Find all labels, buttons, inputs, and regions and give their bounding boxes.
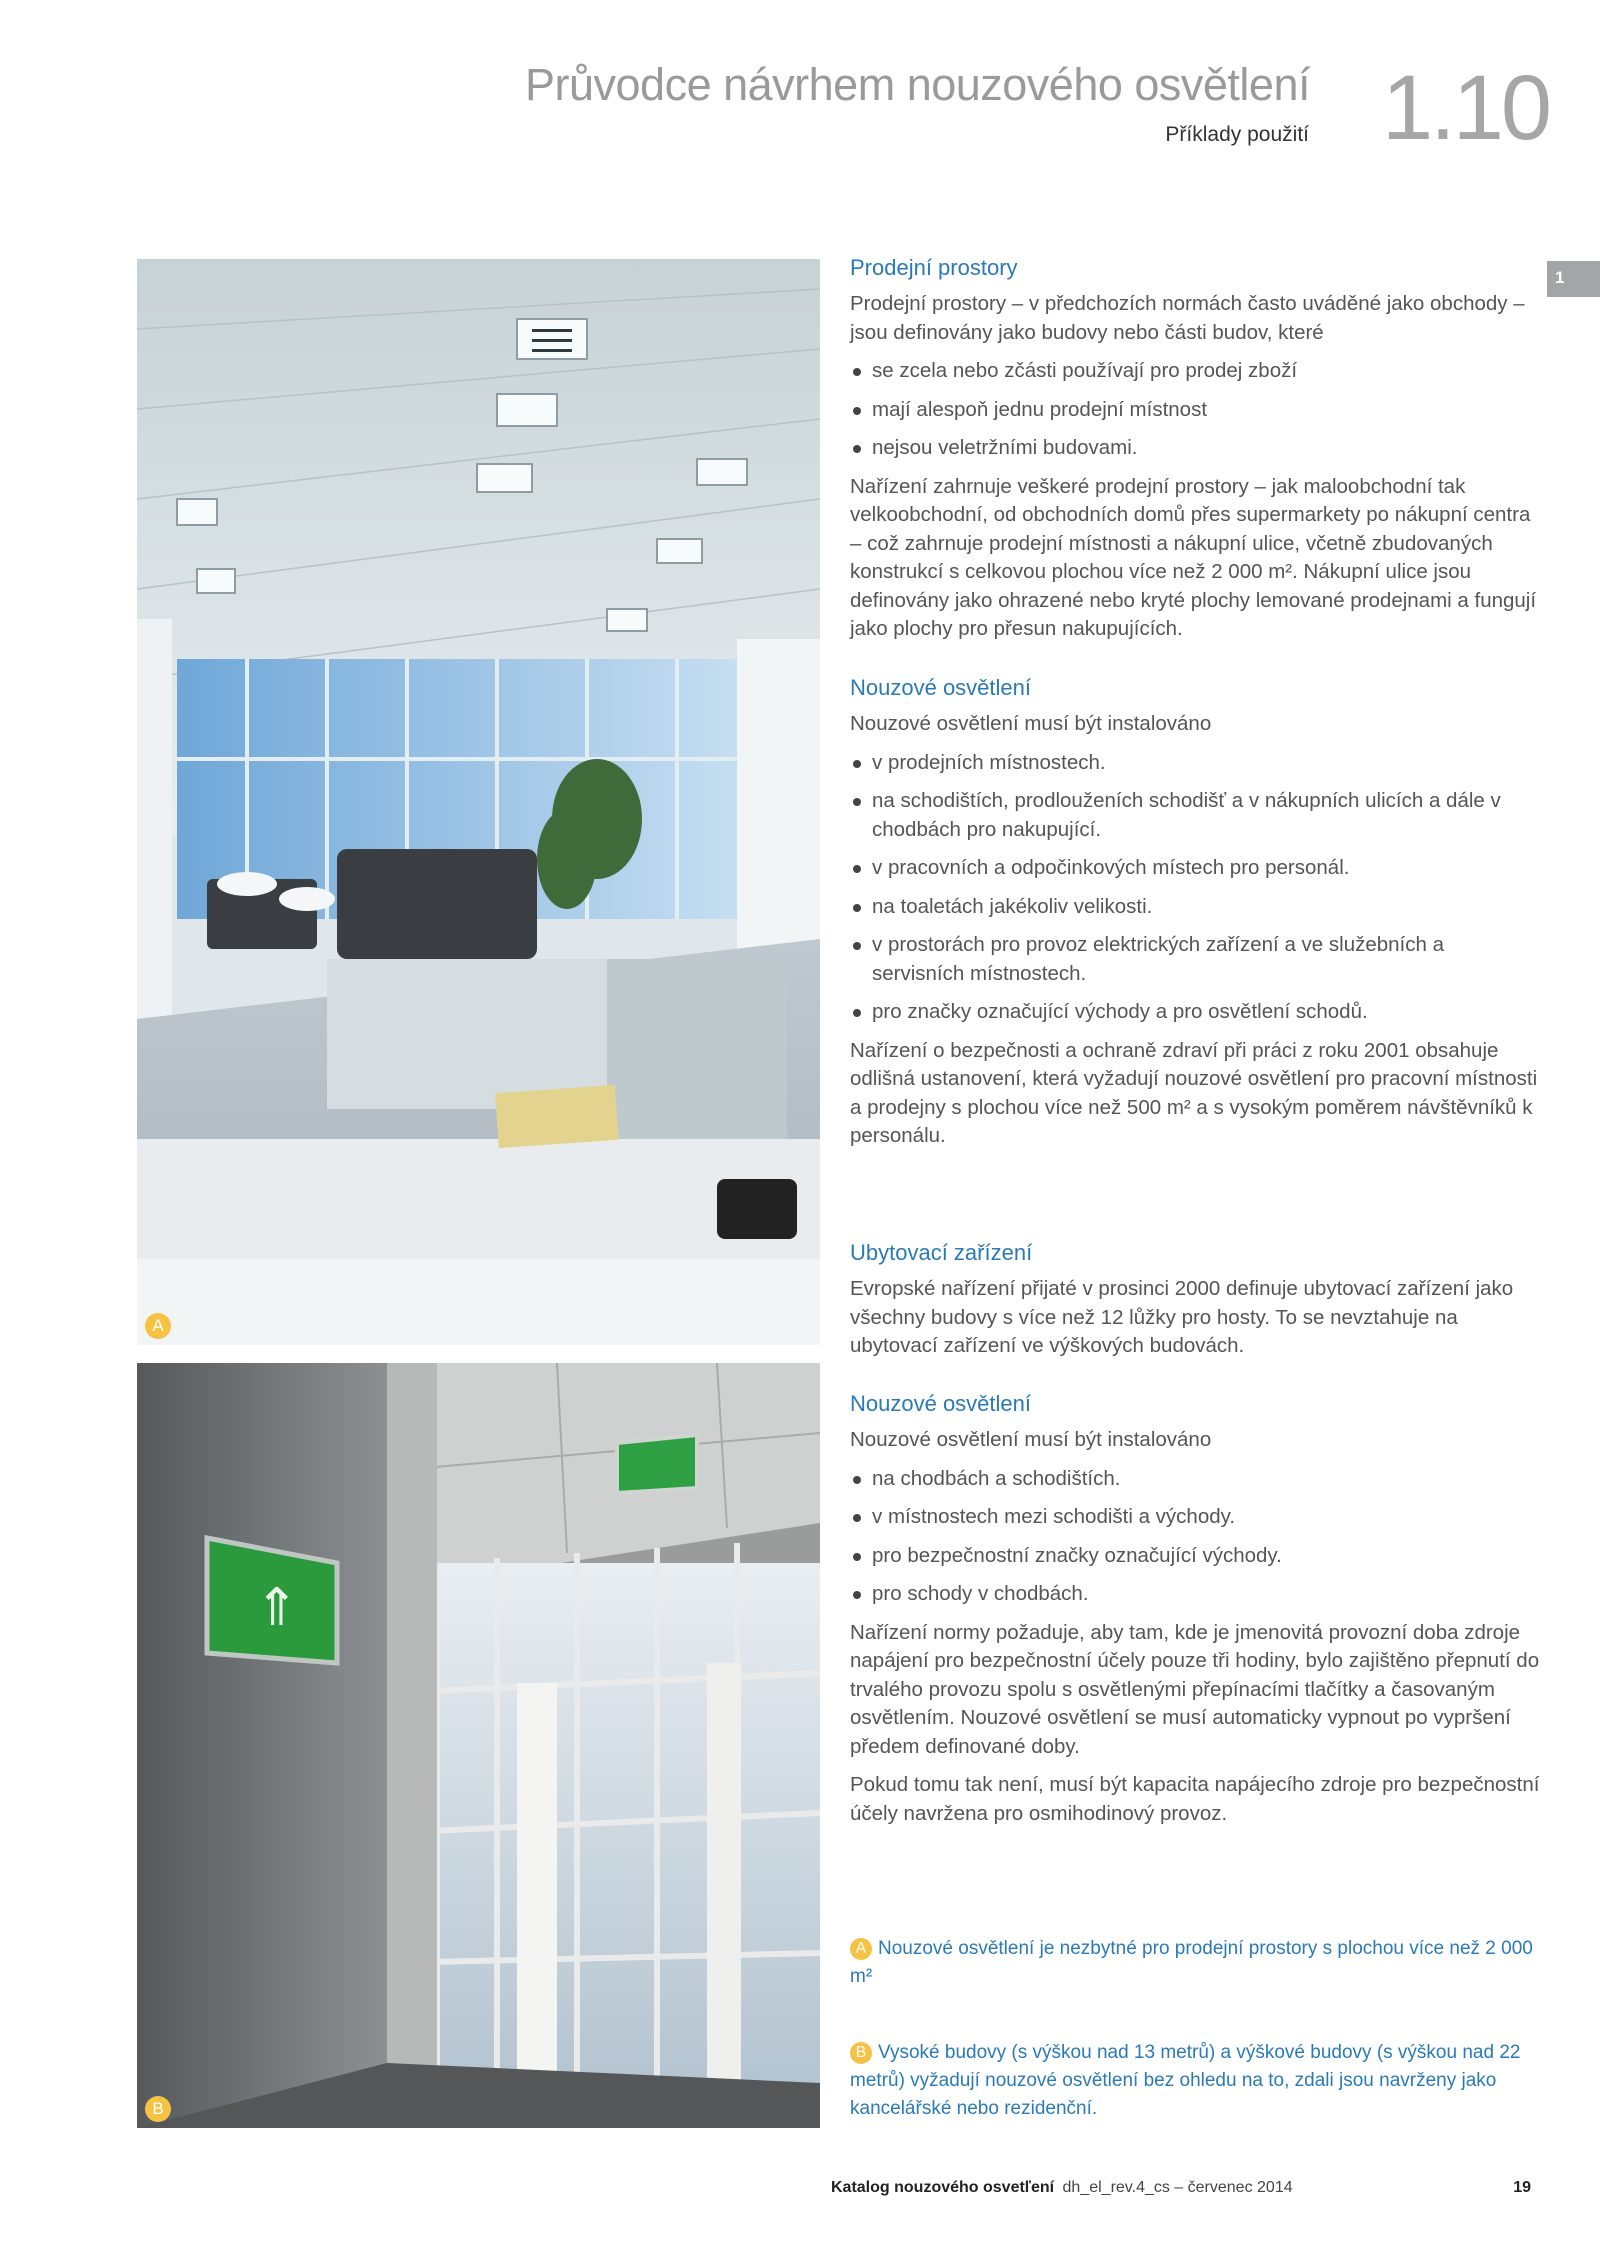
list-item: v místnostech mezi schodišti a východy. <box>850 1503 1540 1532</box>
sales-section <box>850 254 1540 654</box>
sales-body: Nařízení zahrnuje veškeré prodejní prostory – jak maloobchodní tak velkoobchodní, od obchodních domů přes supermarkety po nákupní centra – což zahrnuje prodejní místnosti a nákupní ulice, včetně zbudovaných konstrukcí s celkovou plochou více než 2 000 m². Nákupní ulice jsou definovány jako ohrazené nebo kryté plochy lemované prodejnami a fungují jako plochy pro přesun nakupujících. <box>850 474 1537 640</box>
sales-emergency-body: Nařízení o bezpečnosti a ochraně zdraví při práci z roku 2001 obsahuje odlišná ustanovení, která vyžadují nouzové osvětlení pro pracovní místnosti a prodejny s plochou více než 500 m² a s vysokým poměrem návštěvníků k personálu. <box>850 1038 1538 1147</box>
chapter-tab: 1 <box>1547 261 1600 297</box>
caption-a-badge: A <box>850 1938 872 1960</box>
accommodation-emergency-body-1: Nařízení normy požaduje, aby tam, kde je jmenovitá provozní doba zdroje napájení pro bezpečnostní účely pouze tři hodiny, bylo zajištěno přepnutí do trvalého provozu spolu s osvětlenými přepínacími tlačítky a časovaným osvětlením. Nouzové osvětlení se musí automaticky vypnout po vypršení předem definované doby. <box>850 1620 1540 1758</box>
list-item: v prostorách pro provoz elektrických zařízení a ve služebních a servisních místnostech. <box>850 931 1540 988</box>
sales-emergency-intro: Nouzové osvětlení musí být instalováno <box>850 712 1212 735</box>
page-footer <box>831 2179 1531 2197</box>
list-item: nejsou veletržními budovami. <box>850 434 1540 463</box>
accommodation-emergency-intro: Nouzové osvětlení musí být instalováno <box>850 1428 1212 1451</box>
down-arrow-icon: ⇑ <box>255 1578 299 1638</box>
accommodation-body: Evropské nařízení přijaté v prosinci 2000 definuje ubytovací zařízení jako všechny budovy s více než 12 lůžky pro hosty. To se nevztahuje na ubytovací zařízení ve výškových budovách. <box>850 1277 1514 1357</box>
accommodation-emergency-heading: Nouzové osvětlení <box>850 1391 1031 1416</box>
photo-b-badge: B <box>145 2096 171 2122</box>
list-item: pro schody v chodbách. <box>850 1580 1540 1609</box>
atrium-illustration <box>137 1363 820 2128</box>
footer-catalog: Katalog nouzového osvetľení <box>831 2179 1055 2196</box>
sales-list <box>850 357 1540 463</box>
list-item: pro značky označující východy a pro osvětlení schodů. <box>850 998 1540 1027</box>
caption-b <box>850 2039 1540 2123</box>
accommodation-emergency-section <box>850 1390 1540 1838</box>
list-item: na toaletách jakékoliv velikosti. <box>850 893 1540 922</box>
photo-a-badge: A <box>145 1313 171 1339</box>
office-photo <box>137 259 820 1345</box>
footer-meta: dh_el_rev.4_cs – červenec 2014 <box>1062 2179 1293 2196</box>
atrium-photo <box>137 1363 820 2128</box>
page-number: 19 <box>1513 2179 1531 2196</box>
list-item: na schodištích, prodlouženích schodišť a v nákupních ulicích a dále v chodbách pro nakupující. <box>850 787 1540 844</box>
page-title: Průvodce návrhem nouzového osvětlení <box>525 59 1310 110</box>
caption-b-text: Vysoké budovy (s výškou nad 13 metrů) a výškové budovy (s výškou nad 22 metrů) vyžadují nouzové osvětlení bez ohledu na to, zdali jsou navrženy jako kancelářské nebo rezidenční. <box>850 2042 1521 2119</box>
sales-emergency-section <box>850 674 1540 1161</box>
sales-intro: Prodejní prostory – v předchozích normách často uváděné jako obchody – jsou definovány jako budovy nebo části budov, které <box>850 292 1525 344</box>
sales-heading: Prodejní prostory <box>850 255 1018 280</box>
accommodation-section <box>850 1239 1540 1371</box>
list-item: v prodejních místnostech. <box>850 749 1540 778</box>
list-item: v pracovních a odpočinkových místech pro personál. <box>850 854 1540 883</box>
sales-emergency-list <box>850 749 1540 1027</box>
list-item: se zcela nebo zčásti používají pro prodej zboží <box>850 357 1540 386</box>
accommodation-emergency-list <box>850 1465 1540 1609</box>
list-item: pro bezpečnostní značky označující východy. <box>850 1542 1540 1571</box>
list-item: na chodbách a schodištích. <box>850 1465 1540 1494</box>
caption-a-text: Nouzové osvětlení je nezbytné pro prodejní prostory s plochou více než 2 000 m² <box>850 1938 1533 1987</box>
office-illustration <box>137 259 820 1345</box>
accommodation-emergency-body-2: Pokud tomu tak není, musí být kapacita napájecího zdroje pro bezpečnostní účely navržena pro osmihodinový provoz. <box>850 1773 1540 1825</box>
sales-emergency-heading: Nouzové osvětlení <box>850 675 1031 700</box>
caption-a <box>850 1935 1540 1991</box>
caption-b-badge: B <box>850 2042 872 2064</box>
list-item: mají alespoň jednu prodejní místnost <box>850 396 1540 425</box>
accommodation-heading: Ubytovací zařízení <box>850 1240 1033 1265</box>
section-number: 1.10 <box>1382 57 1550 159</box>
page-subtitle: Příklady použití <box>1165 123 1309 146</box>
